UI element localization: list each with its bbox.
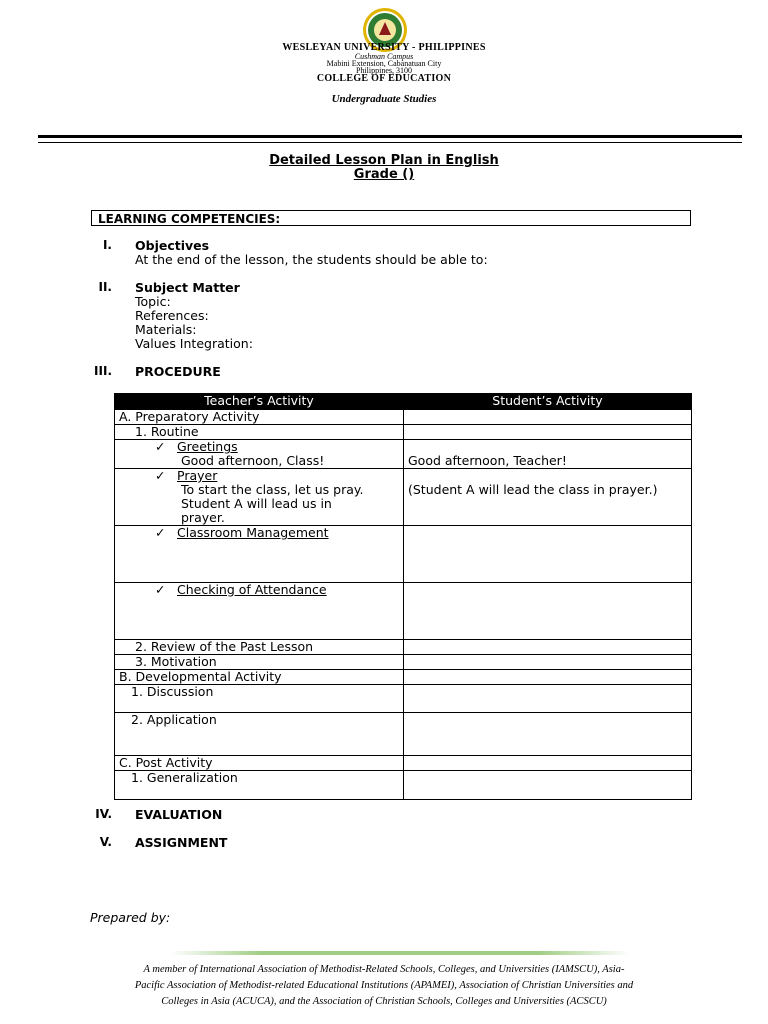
country: Philippines, 3100: [355, 66, 412, 75]
header-divider-thin: [38, 142, 742, 143]
section-number: I.: [102, 238, 112, 252]
table-cell: 1. Generalization: [115, 771, 404, 800]
prayer-student-text: (Student A will lead the class in prayer.): [408, 482, 658, 497]
references-label: References:: [135, 308, 209, 323]
table-cell: [404, 526, 692, 583]
teacher-activity-header: Teacher’s Activity: [115, 394, 404, 410]
table-cell: [404, 756, 692, 771]
table-row: [115, 583, 692, 640]
document-title: Detailed Lesson Plan in English: [269, 153, 499, 168]
topic-label: Topic:: [135, 294, 171, 309]
procedure-table: [114, 393, 692, 800]
table-cell: [404, 410, 692, 425]
section-number: II.: [98, 280, 112, 294]
table-row: [115, 440, 692, 469]
table-row: [115, 756, 692, 771]
table-row: [115, 655, 692, 670]
university-name: WESLEYAN UNIVERSITY - PHILIPPINES: [282, 42, 486, 53]
section-number: III.: [94, 364, 112, 378]
table-row: [115, 640, 692, 655]
objectives-text: At the end of the lesson, the students should be able to:: [135, 252, 488, 267]
table-cell: [404, 655, 692, 670]
table-cell: [404, 440, 692, 469]
prayer-label: Prayer: [177, 468, 218, 483]
table-header-row: [115, 394, 692, 410]
table-cell: 1. Routine: [115, 425, 404, 440]
table-row: [115, 425, 692, 440]
table-cell: [404, 771, 692, 800]
address: Mabini Extension, Cabanatuan City: [326, 59, 442, 68]
prayer-text-1: To start the class, let us pray.: [181, 482, 364, 497]
procedure-heading: PROCEDURE: [135, 364, 221, 379]
checkmark-icon: ✓: [155, 468, 166, 483]
table-cell: B. Developmental Activity: [115, 670, 404, 685]
assignment-heading: ASSIGNMENT: [135, 835, 228, 850]
footer-line-1: A member of International Association of Methodist-Related Schools, Colleges, and Universities (IAMSCU), Asia-: [143, 964, 625, 975]
footer-line-3: Colleges in Asia (ACUCA), and the Association of Christian Schools, Colleges and Universities (ACSCU): [161, 996, 607, 1007]
table-cell: [404, 469, 692, 526]
prepared-by-label: Prepared by:: [90, 910, 171, 925]
materials-label: Materials:: [135, 322, 197, 337]
table-row: [115, 713, 692, 756]
greetings-teacher-text: Good afternoon, Class!: [181, 453, 325, 468]
table-row: [115, 410, 692, 425]
table-row: [115, 771, 692, 800]
table-cell: [404, 685, 692, 713]
checkmark-icon: ✓: [155, 439, 166, 454]
table-cell: [404, 670, 692, 685]
learning-competencies-box: LEARNING COMPETENCIES:: [91, 210, 691, 226]
values-integration-label: Values Integration:: [135, 336, 253, 351]
table-row: [115, 685, 692, 713]
section-number: IV.: [95, 807, 112, 821]
prayer-text-2: Student A will lead us in: [181, 496, 332, 511]
college-name: COLLEGE OF EDUCATION: [316, 73, 452, 84]
greetings-student-text: Good afternoon, Teacher!: [408, 453, 567, 468]
objectives-heading: Objectives: [135, 238, 210, 253]
footer-divider: [170, 951, 630, 955]
attendance-label: Checking of Attendance: [177, 582, 327, 597]
student-activity-header: Student’s Activity: [404, 394, 692, 410]
campus-name: Cushman Campus: [354, 52, 414, 61]
table-row: [115, 469, 692, 526]
checkmark-icon: ✓: [155, 582, 166, 597]
table-cell: [404, 583, 692, 640]
table-cell: 2. Review of the Past Lesson: [115, 640, 404, 655]
table-cell: [404, 640, 692, 655]
table-cell: A. Preparatory Activity: [115, 410, 404, 425]
table-cell: [115, 583, 404, 640]
table-cell: [115, 440, 404, 469]
table-row: [115, 670, 692, 685]
header-divider-thick: [38, 135, 742, 138]
table-cell: [404, 425, 692, 440]
evaluation-heading: EVALUATION: [135, 807, 223, 822]
footer-text: [0, 962, 768, 1010]
table-cell: [115, 526, 404, 583]
section-number: V.: [99, 835, 112, 849]
table-row: [115, 526, 692, 583]
classroom-management-label: Classroom Management: [177, 525, 329, 540]
table-cell: 2. Application: [115, 713, 404, 756]
greetings-label: Greetings: [177, 439, 238, 454]
document-subtitle: Grade (): [353, 167, 415, 182]
program-name: Undergraduate Studies: [331, 93, 437, 105]
table-cell: 3. Motivation: [115, 655, 404, 670]
footer-line-2: Pacific Association of Methodist-related Educational Institutions (APAMEI), Association of Christian Universities and: [134, 980, 634, 991]
table-cell: C. Post Activity: [115, 756, 404, 771]
table-cell: [404, 713, 692, 756]
table-cell: 1. Discussion: [115, 685, 404, 713]
prayer-text-3: prayer.: [181, 510, 225, 525]
checkmark-icon: ✓: [155, 525, 166, 540]
subject-matter-heading: Subject Matter: [135, 280, 240, 295]
table-cell: [115, 469, 404, 526]
